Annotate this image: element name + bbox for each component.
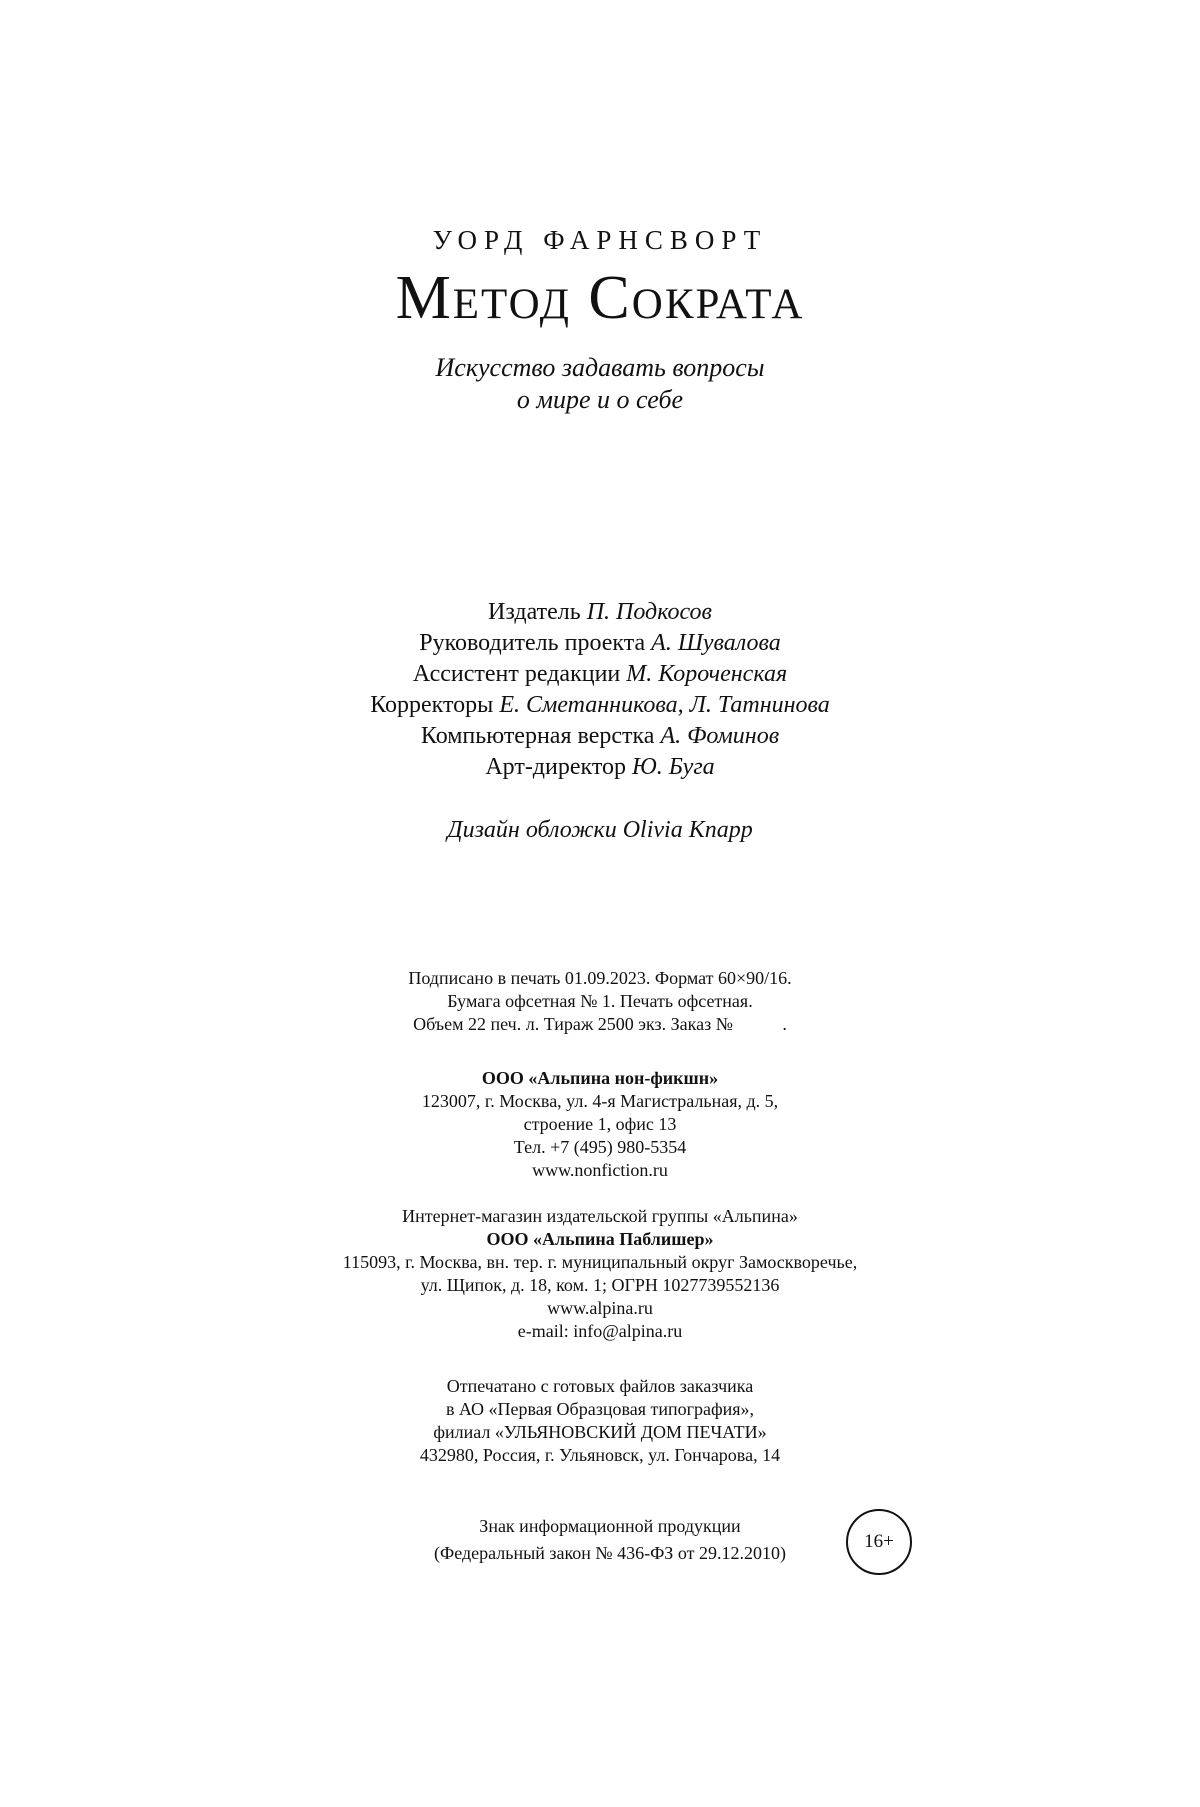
subtitle-line: о мире и о себе xyxy=(516,385,684,414)
online-store-intro: Интернет-магазин издательской группы «Альпина» xyxy=(402,1206,798,1226)
print-details-line: Подписано в печать 01.09.2023. Формат 60×90/16. xyxy=(408,968,792,988)
age-rating-badge: 16+ xyxy=(846,1509,912,1575)
credit-role: Корректоры xyxy=(370,692,494,718)
publisher-website: www.nonfiction.ru xyxy=(532,1160,668,1180)
print-details-line: Объем 22 печ. л. Тираж 2500 экз. Заказ № . xyxy=(413,1014,787,1034)
credit-role: Арт-директор xyxy=(485,754,627,780)
printer-line: филиал «УЛЬЯНОВСКИЙ ДОМ ПЕЧАТИ» xyxy=(433,1422,767,1442)
publisher-website: www.alpina.ru xyxy=(547,1298,653,1318)
publisher-address-line: ул. Щипок, д. 18, ком. 1; ОГРН 1027739552136 xyxy=(420,1275,780,1295)
credit-person: П. Подкосов xyxy=(586,599,712,625)
credit-role: Издатель xyxy=(488,599,581,625)
credit-line xyxy=(0,690,1200,721)
printer-line: 432980, Россия, г. Ульяновск, ул. Гончарова, 14 xyxy=(419,1445,781,1465)
printer-block xyxy=(0,1375,1200,1467)
credit-person: Ю. Буга xyxy=(632,754,715,780)
credit-person: М. Короченская xyxy=(626,661,788,687)
credit-role: Компьютерная верстка xyxy=(420,723,655,749)
credit-role: Ассистент редакции xyxy=(412,661,621,687)
print-details-line: Бумага офсетная № 1. Печать офсетная. xyxy=(447,991,753,1011)
printer-line: в АО «Первая Образцовая типография», xyxy=(445,1399,755,1419)
credits-list xyxy=(0,597,1200,783)
publisher-address-line: 115093, г. Москва, вн. тер. г. муниципальный округ Замоскворечье, xyxy=(342,1252,858,1272)
publisher-block xyxy=(0,1067,1200,1182)
subtitle-line: Искусство задавать вопросы xyxy=(435,353,765,382)
info-product-mark xyxy=(350,1513,870,1567)
online-store-block xyxy=(0,1205,1200,1343)
credit-line xyxy=(0,597,1200,628)
credit-line xyxy=(0,721,1200,752)
publisher-address-line: строение 1, офис 13 xyxy=(523,1114,677,1134)
credit-line xyxy=(0,659,1200,690)
credit-line xyxy=(0,628,1200,659)
publisher-phone: Тел. +7 (495) 980-5354 xyxy=(513,1137,687,1157)
info-mark-line: Знак информационной продукции xyxy=(479,1516,741,1536)
cover-design-credit: Дизайн обложки Olivia Knapp xyxy=(447,817,753,843)
credit-person: Е. Сметанникова, Л. Татнинова xyxy=(499,692,830,718)
book-title: Метод Сократа xyxy=(395,264,805,332)
credit-person: А. Фоминов xyxy=(660,723,780,749)
book-subtitle xyxy=(0,352,1200,416)
credit-person: А. Шувалова xyxy=(651,630,781,656)
publisher-address-line: 123007, г. Москва, ул. 4-я Магистральная, д. 5, xyxy=(421,1091,779,1111)
credit-line xyxy=(0,752,1200,783)
credit-role: Руководитель проекта xyxy=(419,630,646,656)
printer-line: Отпечатано с готовых файлов заказчика xyxy=(446,1376,754,1396)
publisher-email: e-mail: info@alpina.ru xyxy=(517,1321,683,1341)
publisher-name: ООО «Альпина Паблишер» xyxy=(486,1229,714,1249)
print-details xyxy=(0,967,1200,1036)
publisher-name: ООО «Альпина нон-фикшн» xyxy=(481,1068,719,1088)
author-name: УОРД ФАРНСВОРТ xyxy=(432,225,768,255)
info-mark-line: (Федеральный закон № 436-ФЗ от 29.12.2010) xyxy=(434,1543,786,1563)
